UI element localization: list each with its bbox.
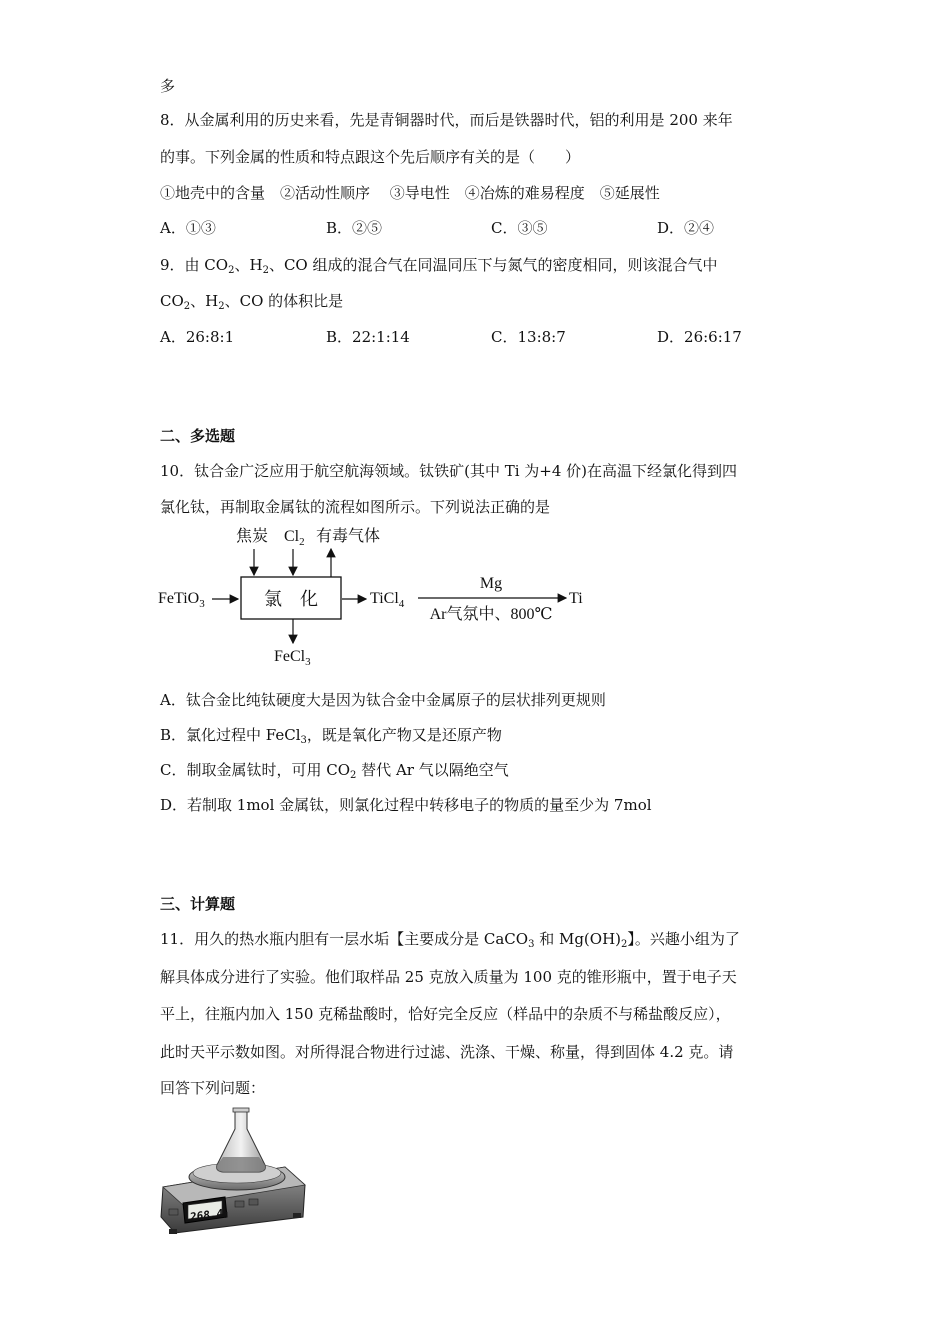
q11-line5: 回答下列问题：	[160, 1079, 266, 1097]
q9-line1: 9．由 $CO_2$、$H_2$、CO 组成的混合气在同温同压下与氮气的密度相同，则该混合气中	[160, 256, 718, 276]
condition-label: Ar气氛中、800℃	[429, 606, 553, 623]
final-product-label: Ti	[569, 590, 583, 607]
q8-items: ①地壳中的含量 ②活动性顺序 ③导电性 ④冶炼的难易程度 ⑤延展性	[160, 184, 660, 202]
electronic-balance-image	[155, 1105, 315, 1240]
q10-option-b: B．氯化过程中 FeCl$_3$，既是氧化产物又是还原产物	[160, 726, 502, 746]
top-fragment: 多	[160, 77, 176, 95]
q9-line2: $CO_2$、$H_2$、CO 的体积比是	[160, 292, 344, 312]
q10-option-a: A．钛合金比纯钛硬度大是因为钛合金中金属原子的层状排列更规则	[160, 691, 606, 709]
byproduct-label: FeCl$_3$	[274, 648, 311, 668]
q10-option-c: C．制取金属钛时，可用 $CO_2$ 替代 Ar 气以隔绝空气	[160, 761, 509, 781]
q11-line2: 解具体成分进行了实验。他们取样品 25 克放入质量为 100 克的锥形瓶中，置于电子天	[160, 968, 737, 986]
product-label: TiCl$_4$	[370, 590, 405, 610]
reagent-label: Mg	[479, 575, 503, 592]
q9-option-b: B．22:1:14	[326, 328, 410, 346]
q10-line2: 氯化钛，再制取金属钛的流程如图所示。下列说法正确的是	[160, 498, 551, 516]
q9-option-a: A．26:8:1	[160, 328, 235, 346]
section2-title: 二、多选题	[160, 427, 236, 445]
input-cl2-label: $Cl_2$	[284, 528, 305, 548]
q8-line1: 8．从金属利用的历史来看，先是青铜器时代，而后是铁器时代，铝的利用是 200 来年	[160, 111, 733, 129]
chlorination-box-label: 氯 化	[264, 589, 318, 609]
q10-option-d: D．若制取 1mol 金属钛，则氯化过程中转移电子的物质的量至少为 7mol	[160, 796, 652, 814]
process-flow-diagram	[150, 515, 600, 675]
q11-line4: 此时天平示数如图。对所得混合物进行过滤、洗涤、干燥、称量，得到固体 4.2 克。请	[160, 1043, 734, 1061]
input-coke-label: 焦炭	[236, 528, 269, 545]
q10-line1: 10．钛合金广泛应用于航空航海领域。钛铁矿(其中 Ti 为+4 价)在高温下经氯化得到四	[160, 462, 738, 480]
q9-option-c: C．13:8:7	[491, 328, 566, 346]
q8-option-d: D．②④	[657, 219, 715, 237]
q8-line2: 的事。下列金属的性质和特点跟这个先后顺序有关的是（ ）	[160, 148, 581, 166]
q11-line3: 平上，往瓶内加入 150 克稀盐酸时，恰好完全反应（样品中的杂质不与稀盐酸反应），	[160, 1005, 731, 1023]
q8-option-a: A．①③	[160, 219, 216, 237]
balance-reading: 268.4g	[190, 1206, 228, 1224]
q8-option-c: C．③⑤	[491, 219, 548, 237]
q11-line1: 11．用久的热水瓶内胆有一层水垢【主要成分是 CaCO$_3$ 和 $Mg(OH)_2$】。兴趣小组为了	[160, 930, 740, 950]
section3-title: 三、计算题	[160, 895, 236, 913]
q9-option-d: D．26:6:17	[657, 328, 742, 346]
feed-label: FeTiO$_3$	[158, 590, 205, 610]
output-toxic-gas-label: 有毒气体	[316, 528, 381, 545]
q8-option-b: B．②⑤	[326, 219, 383, 237]
